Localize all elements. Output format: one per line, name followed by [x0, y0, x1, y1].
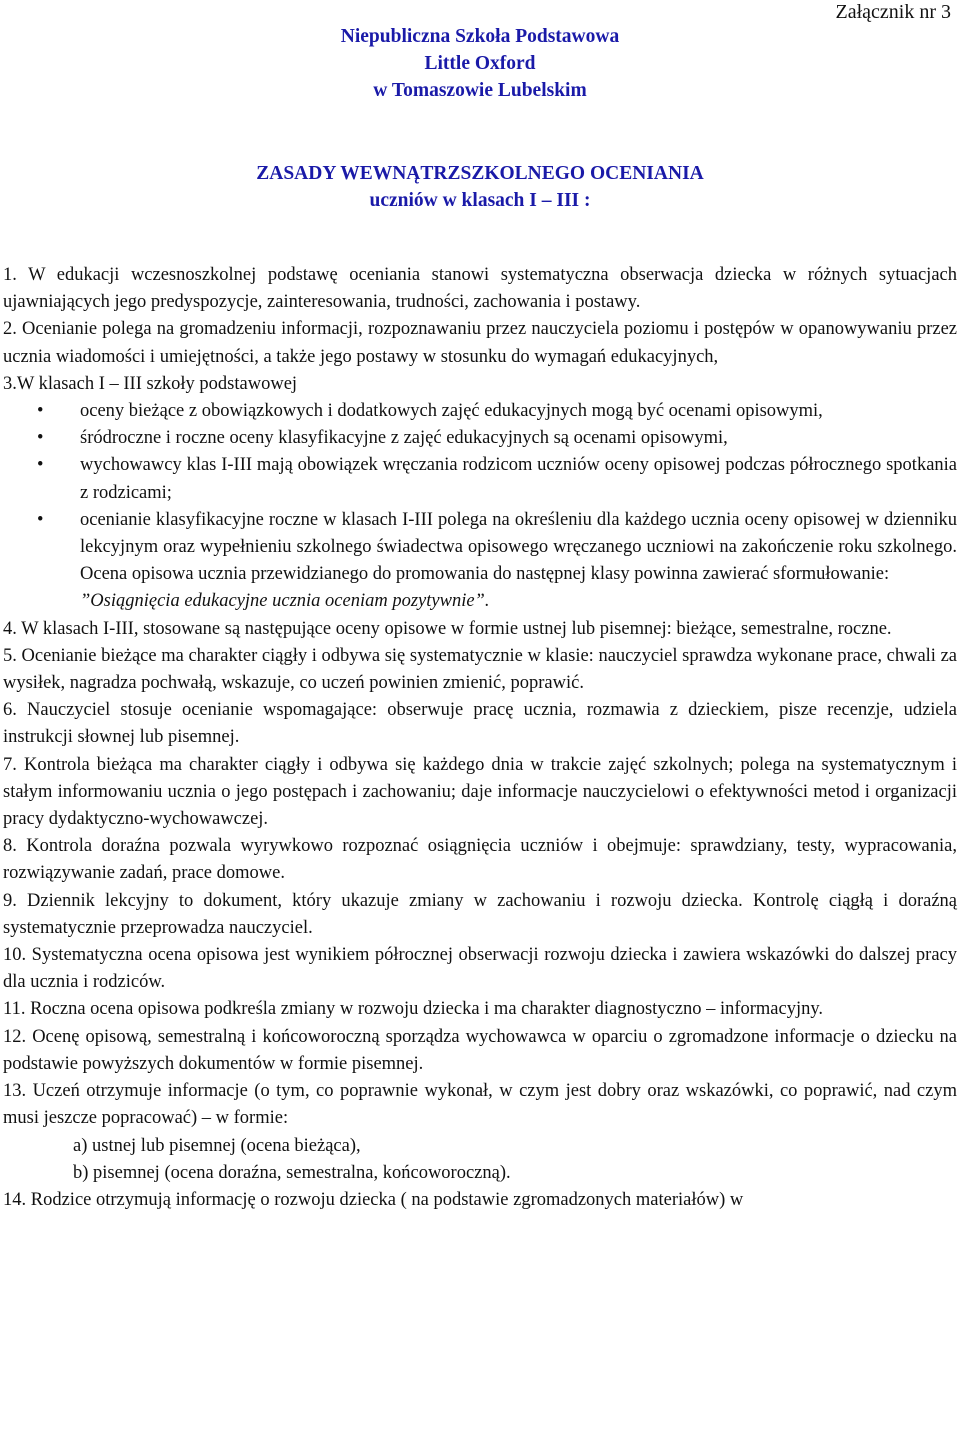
paragraph-8: 8. Kontrola doraźna pozwala wyrywkowo rozpoznać osiągnięcia uczniów i obejmuje: sprawdziany, testy, wypracowania, rozwiązywanie zadań, prace domowe. — [3, 836, 957, 884]
paragraph-10: 10. Systematyczna ocena opisowa jest wynikiem półrocznej obserwacji rozwoju dziecka i zawiera wskazówki do dalszej pracy dla ucznia i rodziców. — [3, 945, 957, 993]
paragraph-9: 9. Dziennik lekcyjny to dokument, który ukazuje zmiany w zachowaniu i rozwoju dziecka. Kontrolę ciągłą i doraźną systematycznie przeprowadza nauczyciel. — [3, 890, 957, 938]
school-name — [280, 23, 680, 104]
paragraph-13: 13. Uczeń otrzymuje informacje (o tym, co poprawnie wykonał, w czym jest dobry oraz wskazówki, co poprawić, nad czym musi jeszcze popracować) – w formie: — [3, 1081, 957, 1129]
paragraph-7: 7. Kontrola bieżąca ma charakter ciągły i odbywa się każdego dnia w trakcie zajęć szkolnych; polega na systematycznym i stałym informowaniu ucznia o jego postępach i zachowaniu; daje informacje nauczycielowi o efektywności metod i organizacji pracy dydaktyczno-wychowawczej. — [3, 754, 957, 830]
bullet-item — [3, 425, 957, 452]
bullet-text: wychowawcy klas I-III mają obowiązek wręczania rodzicom uczniów oceny opisowej podczas półrocznego spotkania z rodzicami; — [80, 455, 957, 503]
bullet-text: oceny bieżące z obowiązkowych i dodatkowych zajęć edukacyjnych mogą być ocenami opisowymi, — [80, 401, 823, 422]
bullet-icon: • — [37, 401, 44, 422]
bullet-icon: • — [37, 455, 44, 476]
school-line-1: Niepubliczna Szkoła Podstawowa — [340, 26, 620, 47]
title-line-1: ZASADY WEWNĄTRZSZKOLNEGO OCENIANIA — [256, 163, 704, 184]
bullet-item — [3, 398, 957, 425]
paragraph-11: 11. Roczna ocena opisowa podkreśla zmiany w rozwoju dziecka i ma charakter diagnostyczno – informacyjny. — [3, 999, 824, 1020]
bullet-text: śródroczne i roczne oceny klasyfikacyjne z zajęć edukacyjnych są ocenami opisowymi, — [80, 428, 728, 449]
paragraph-1: 1. W edukacji wczesnoszkolnej podstawę oceniania stanowi systematyczna obserwacja dziecka w różnych sytuacjach ujawniających jego predyspozycje, zainteresowania, trudności, zachowania i postawy. — [3, 265, 957, 313]
paragraph-2: 2. Ocenianie polega na gromadzeniu informacji, rozpoznawaniu przez nauczyciela poziomu i postępów w opanowywaniu przez ucznia wiadomości i umiejętności, a także jego postawy w stosunku do wymagań edukacyjnych, — [3, 319, 957, 367]
bullet-icon: • — [37, 509, 44, 530]
paragraph-12: 12. Ocenę opisową, semestralną i końcoworoczną sporządza wychowawca w oparciu o zgromadzone informacje o dziecku na podstawie powyższych dokumentów w formie pisemnej. — [3, 1026, 957, 1074]
bullet-item — [3, 507, 957, 616]
paragraph-14: 14. Rodzice otrzymują informację o rozwoju dziecka ( na podstawie zgromadzonych materiałów) w — [3, 1189, 744, 1210]
bullet-text: ocenianie klasyfikacyjne roczne w klasach I-III polega na określeniu dla każdego ucznia oceny opisowej w dzienniku lekcyjnym oraz wypełnieniu szkolnego świadectwa opisowego wręczanego uczniowi na zakończenie roku szkolnego. Ocena opisowa ucznia przewidzianego do promowania do następnej klasy powinna zawierać sformułowanie: — [80, 509, 957, 585]
paragraph-13-b: b) pisemnej (ocena doraźna, semestralna, końcoworoczną). — [73, 1162, 511, 1183]
bullet-item — [3, 452, 957, 506]
paragraph-3: 3.W klasach I – III szkoły podstawowej — [3, 373, 298, 394]
school-line-3: w Tomaszowie Lubelskim — [373, 80, 587, 101]
paragraph-4: 4. W klasach I-III, stosowane są następujące oceny opisowe w formie ustnej lub pisemnej: bieżące, semestralne, roczne. — [3, 618, 892, 639]
title-line-2: uczniów w klasach I – III : — [369, 190, 591, 211]
quoted-phrase: ”Osiągnięcia edukacyjne ucznia oceniam pozytywnie”. — [80, 591, 490, 612]
document-title — [0, 160, 960, 214]
school-line-2: Little Oxford — [424, 53, 536, 74]
paragraph-6: 6. Nauczyciel stosuje ocenianie wspomagające: obserwuje pracę ucznia, rozmawia z dzieckiem, pisze recenzje, udziela instrukcji słownej lub pisemnej. — [3, 700, 957, 748]
paragraph-5: 5. Ocenianie bieżące ma charakter ciągły i odbywa się systematycznie w klasie: nauczyciel sprawdza wykonane prace, chwali za wysiłek, nagradza pochwałą, wskazuje, co uczeń powinien zmienić, poprawić. — [3, 645, 957, 694]
bullet-icon: • — [37, 428, 44, 449]
annex-label: Załącznik nr 3 — [835, 1, 951, 23]
paragraph-13-a: a) ustnej lub pisemnej (ocena bieżąca), — [73, 1135, 361, 1156]
document-body — [3, 262, 957, 1214]
